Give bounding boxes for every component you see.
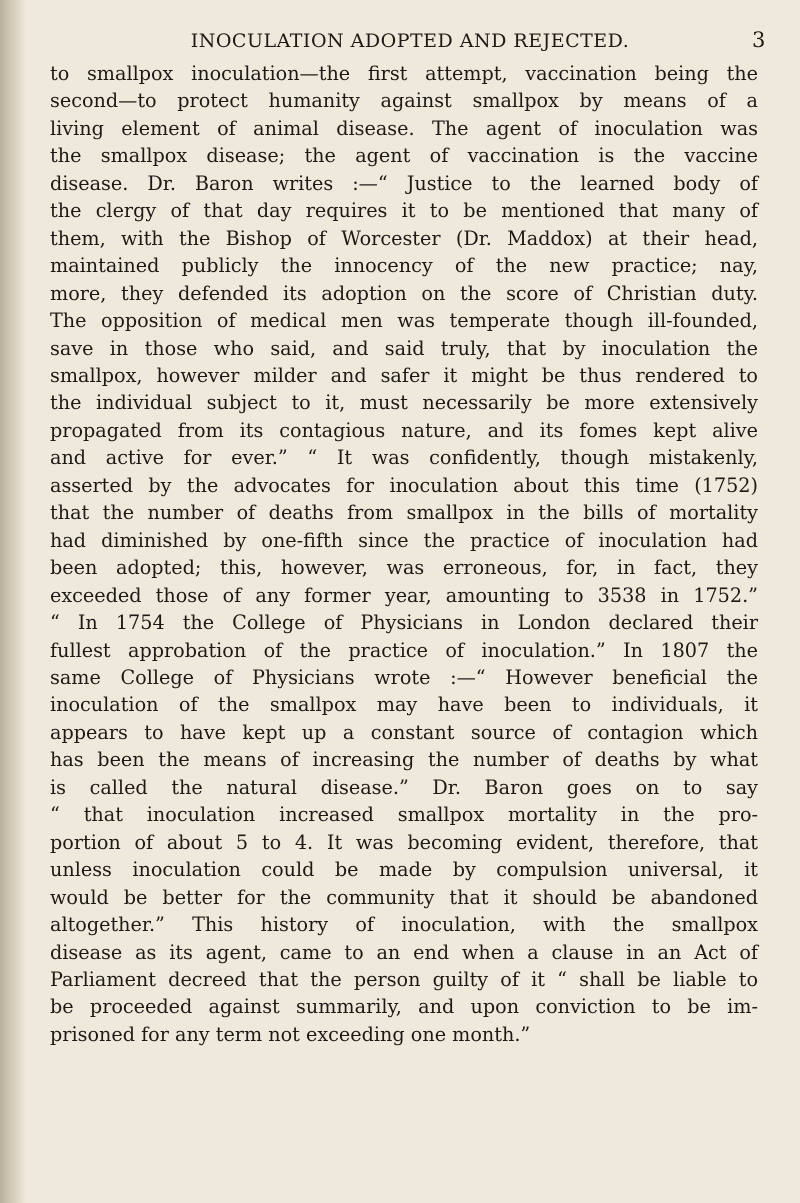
text-line: “ that inoculation increased smallpox mortality in the pro- (50, 803, 758, 827)
running-head: INOCULATION ADOPTED AND REJECTED. (190, 30, 630, 52)
text-line: unless inoculation could be made by compulsion universal, it (50, 858, 758, 882)
text-line: prisoned for any term not exceeding one month.” (50, 1022, 531, 1046)
text-line: disease as its agent, came to an end when a clause in an Act of (50, 940, 758, 964)
text-line: exceeded those of any former year, amounting to 3538 in 1752.” (50, 583, 758, 607)
text-line: propagated from its contagious nature, and its fomes kept alive (50, 418, 758, 442)
text-line: Parliament decreed that the person guilty of it “ shall be liable to (50, 967, 758, 991)
text-line: “ In 1754 the College of Physicians in London declared their (50, 611, 758, 635)
text-line: the clergy of that day requires it to be mentioned that many of (50, 199, 758, 223)
text-line: portion of about 5 to 4. It was becoming evident, therefore, that (50, 830, 758, 854)
text-line: asserted by the advocates for inoculation about this time (1752) (50, 473, 758, 497)
text-line: has been the means of increasing the number of deaths by what (50, 748, 758, 772)
text-line: had diminished by one-fifth since the practice of inoculation had (50, 528, 758, 552)
text-line: inoculation of the smallpox may have been to individuals, it (50, 693, 758, 717)
text-line: altogether.” This history of inoculation, with the smallpox (50, 913, 758, 937)
text-line: been adopted; this, however, was erroneous, for, in fact, they (50, 556, 758, 580)
text-line: appears to have kept up a constant source of contagion which (50, 720, 758, 744)
text-line: maintained publicly the innocency of the new practice; nay, (50, 254, 758, 278)
text-line: that the number of deaths from smallpox in the bills of mortality (50, 501, 758, 525)
text-line: would be better for the community that it should be abandoned (50, 885, 758, 909)
page-number: 3 (752, 28, 766, 52)
text-line: and active for ever.” “ It was confidently, though mistakenly, (50, 446, 758, 470)
text-line: be proceeded against summarily, and upon conviction to be im- (50, 995, 758, 1019)
text-line: The opposition of medical men was temperate though ill-founded, (50, 309, 758, 333)
page-edge-shadow (0, 0, 26, 1203)
text-line: more, they defended its adoption on the score of Christian duty. (50, 281, 758, 305)
text-line: same College of Physicians wrote :—“ However beneficial the (50, 665, 758, 689)
text-line: save in those who said, and said truly, that by inoculation the (50, 336, 758, 360)
text-line: is called the natural disease.” Dr. Baron goes on to say (50, 775, 758, 799)
text-line: them, with the Bishop of Worcester (Dr. Maddox) at their head, (50, 226, 758, 250)
text-line: disease. Dr. Baron writes :—“ Justice to the learned body of (50, 171, 758, 195)
text-line: fullest approbation of the practice of inoculation.” In 1807 the (50, 638, 758, 662)
text-line: the individual subject to it, must necessarily be more extensively (50, 391, 758, 415)
text-line: smallpox, however milder and safer it might be thus rendered to (50, 363, 758, 387)
text-line: second—to protect humanity against smallpox by means of a (50, 89, 758, 113)
body-paragraph (50, 60, 758, 1048)
text-line: the smallpox disease; the agent of vaccination is the vaccine (50, 144, 758, 168)
text-line: living element of animal disease. The agent of inoculation was (50, 116, 758, 140)
text-line: to smallpox inoculation—the first attempt, vaccination being the (50, 62, 758, 85)
